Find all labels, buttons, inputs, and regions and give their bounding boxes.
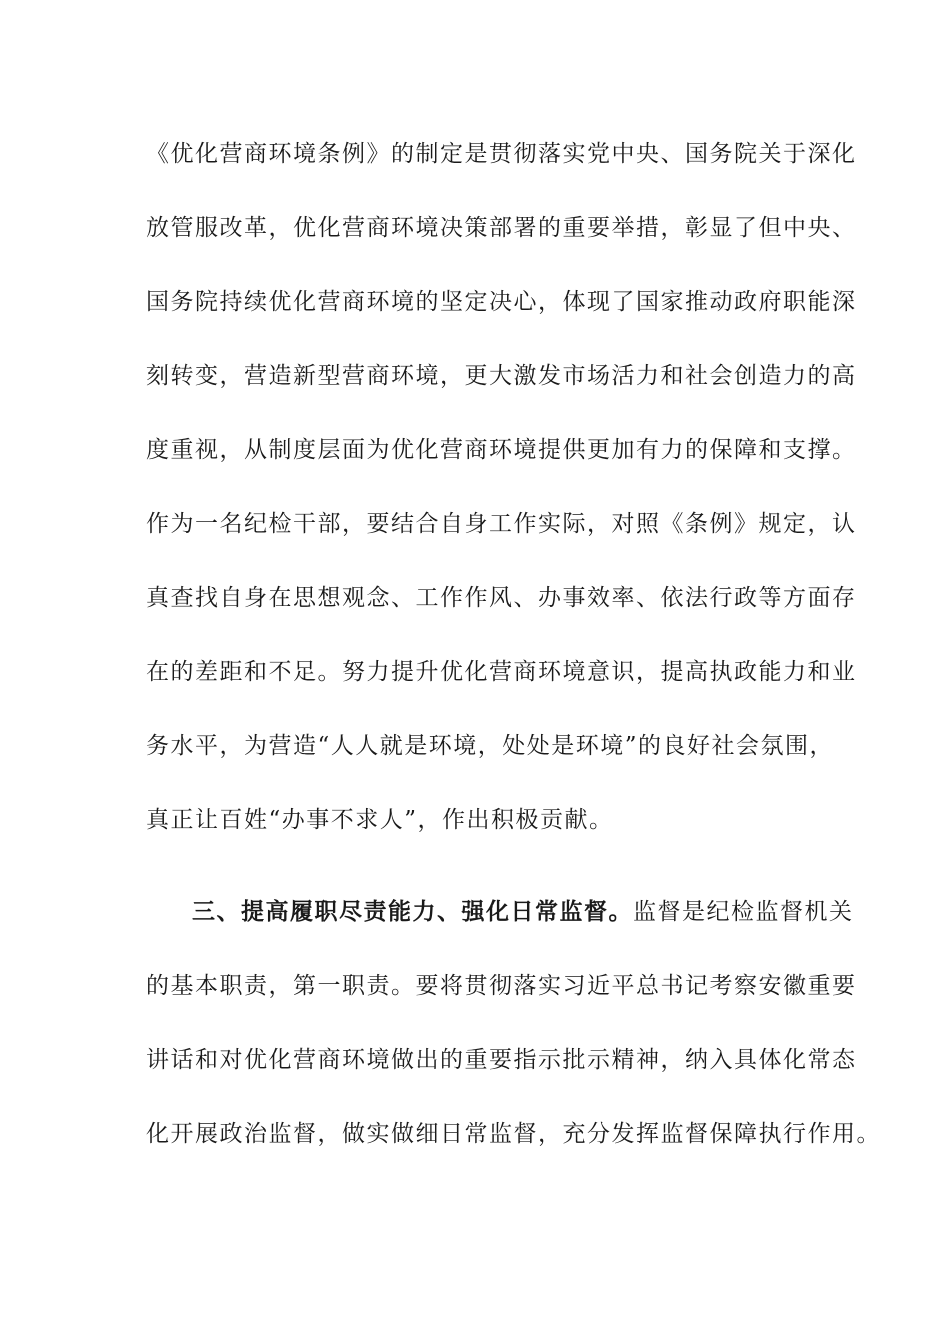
paragraph-line: 国务院持续优化营商环境的坚定决心，体现了国家推动政府职能深 <box>146 289 857 315</box>
paragraph-line: 作为一名纪检干部，要结合自身工作实际，对照《条例》规定，认 <box>146 511 857 537</box>
section-heading: 三、提高履职尽责能力、强化日常监督。 <box>192 898 633 925</box>
paragraph-line: 真查找自身在思想观念、工作作风、办事效率、依法行政等方面存 <box>146 585 857 611</box>
paragraph-line: 的基本职责，第一职责。要将贯彻落实习近平总书记考察安徽重要 <box>146 973 857 999</box>
paragraph-line: 在的差距和不足。努力提升优化营商环境意识，提高执政能力和业 <box>146 659 857 685</box>
section-first-line-text: 监督是纪检监督机关 <box>633 899 854 925</box>
paragraph-line: 讲话和对优化营商环境做出的重要指示批示精神，纳入具体化常态 <box>146 1047 857 1073</box>
section-three-first-line <box>192 897 854 927</box>
paragraph-line: 真正让百姓“办事不求人”，作出积极贡献。 <box>146 807 614 833</box>
paragraph-line: 度重视，从制度层面为优化营商环境提供更加有力的保障和支撑。 <box>146 437 857 463</box>
paragraph-line: 放管服改革，优化营商环境决策部署的重要举措，彰显了但中央、 <box>146 215 857 241</box>
paragraph-line: 《优化营商环境条例》的制定是贯彻落实党中央、国务院关于深化 <box>146 141 857 167</box>
paragraph-line: 化开展政治监督，做实做细日常监督，充分发挥监督保障执行作用。 <box>146 1121 881 1147</box>
paragraph-line: 刻转变，营造新型营商环境，更大激发市场活力和社会创造力的高 <box>146 363 857 389</box>
paragraph-line: 务水平，为营造“人人就是环境，处处是环境”的良好社会氛围， <box>146 733 835 759</box>
